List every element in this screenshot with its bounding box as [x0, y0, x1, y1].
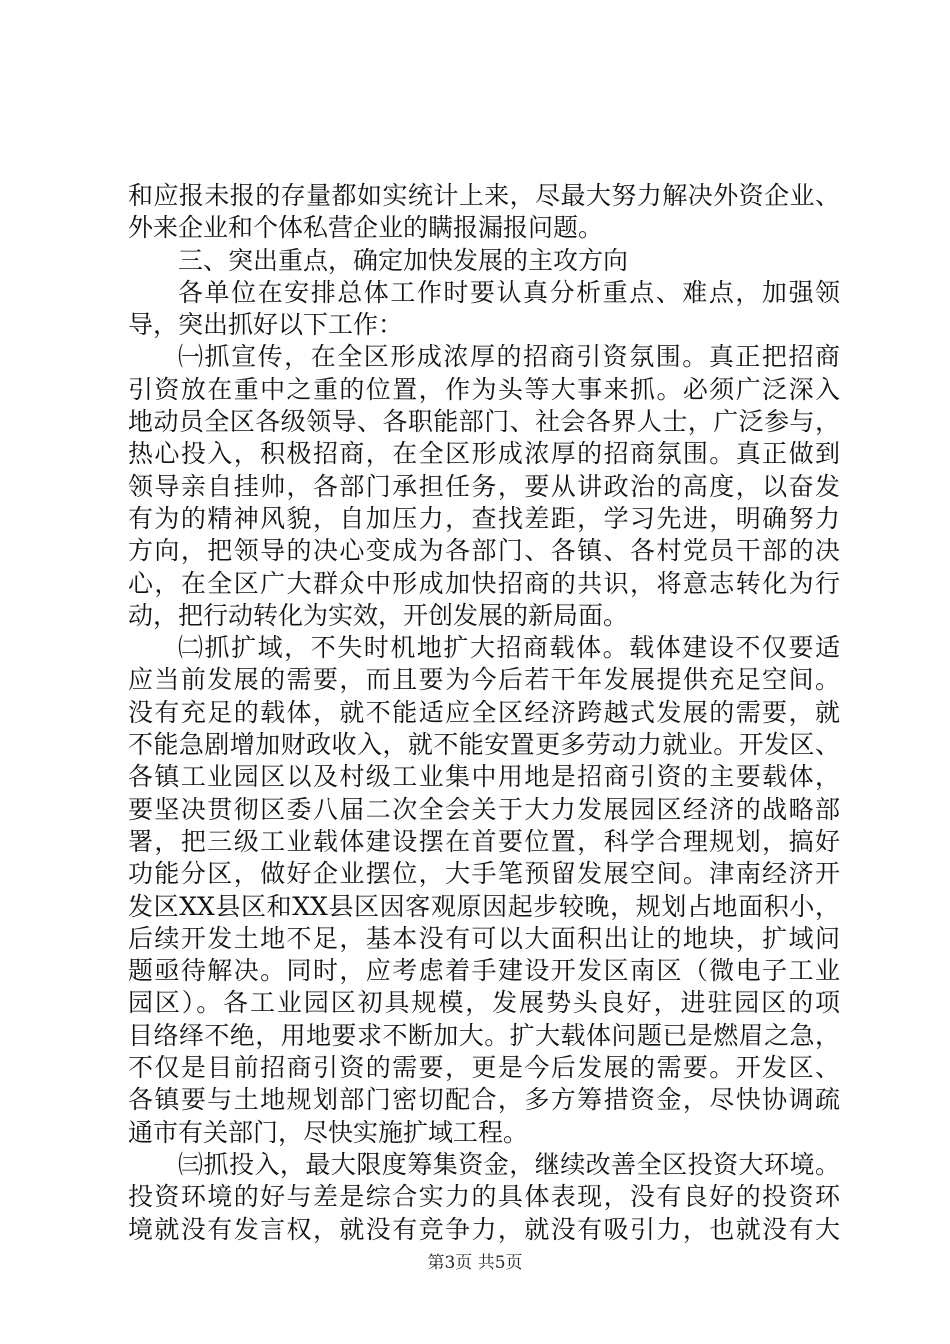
text-line: 通市有关部门，尽快实施扩域工程。 [128, 1117, 529, 1147]
text-line: 外来企业和个体私营企业的瞒报漏报问题。 [128, 213, 604, 243]
text-line: 园区）。各工业园区初具规模，发展势头良好，进驻园区的项 [128, 988, 840, 1018]
text-line: 后续开发土地不足，基本没有可以大面积出让的地块，扩域问 [128, 923, 840, 953]
text-line: 动，把行动转化为实效，开创发展的新局面。 [128, 600, 629, 630]
text-line: 引资放在重中之重的位置，作为头等大事来抓。必须广泛深入 [128, 374, 840, 404]
text-line: 不能急剧增加财政收入，就不能安置更多劳动力就业。开发区、 [128, 730, 840, 760]
text-line: 要坚决贯彻区委八届二次全会关于大力发展园区经济的战略部 [128, 794, 840, 824]
text-line: 各镇工业园区以及村级工业集中用地是招商引资的主要载体， [128, 762, 840, 792]
text-line: 地动员全区各级领导、各职能部门、社会各界人士，广泛参与， [128, 407, 840, 437]
text-line: ㈡抓扩域，不失时机地扩大招商载体。载体建设不仅要适 [178, 633, 840, 663]
text-line: 导，突出抓好以下工作： [128, 310, 404, 340]
text-line: 热心投入，积极招商，在全区形成浓厚的招商氛围。真正做到 [128, 439, 840, 469]
text-line: 和应报未报的存量都如实统计上来，尽最大努力解决外资企业、 [128, 181, 840, 210]
text-line: 各镇要与土地规划部门密切配合，多方筹措资金，尽快协调疏 [128, 1085, 840, 1115]
text-line: 领导亲自挂帅，各部门承担任务，要从讲政治的高度，以奋发 [128, 471, 840, 501]
text-line: 署，把三级工业载体建设摆在首要位置，科学合理规划，搞好 [128, 826, 840, 856]
text-line: 目络绎不绝，用地要求不断加大。扩大载体问题已是燃眉之急， [128, 1020, 840, 1050]
text-line: 发区XX县区和XX县区因客观原因起步较晚，规划占地面积小， [128, 891, 840, 921]
text-line: 没有充足的载体，就不能适应全区经济跨越式发展的需要，就 [128, 697, 840, 727]
text-line: 方向，把领导的决心变成为各部门、各镇、各村党员干部的决 [128, 536, 840, 566]
page-footer: 第3页 共5页 [427, 1253, 523, 1273]
text-line: 功能分区，做好企业摆位，大手笔预留发展空间。津南经济开 [128, 859, 840, 889]
text-line: ㈢抓投入，最大限度筹集资金，继续改善全区投资大环境。 [178, 1149, 840, 1179]
text-line: 境就没有发言权，就没有竞争力，就没有吸引力，也就没有大 [128, 1214, 840, 1244]
text-line: 不仅是目前招商引资的需要，更是今后发展的需要。开发区、 [128, 1053, 840, 1083]
text-line: 心，在全区广大群众中形成加快招商的共识，将意志转化为行 [128, 568, 840, 598]
text-line: 各单位在安排总体工作时要认真分析重点、难点，加强领 [178, 277, 840, 307]
text-line: 三、突出重点，确定加快发展的主攻方向 [178, 245, 629, 275]
text-line: ㈠抓宣传，在全区形成浓厚的招商引资氛围。真正把招商 [178, 342, 840, 372]
text-line: 应当前发展的需要，而且要为今后若干年发展提供充足空间。 [128, 665, 840, 695]
text-line: 投资环境的好与差是综合实力的具体表现，没有良好的投资环 [128, 1182, 840, 1212]
text-line: 有为的精神风貌，自加压力，查找差距，学习先进，明确努力 [128, 503, 840, 533]
text-line: 题亟待解决。同时，应考虑着手建设开发区南区（微电子工业 [128, 956, 840, 986]
document-body [128, 180, 840, 1246]
